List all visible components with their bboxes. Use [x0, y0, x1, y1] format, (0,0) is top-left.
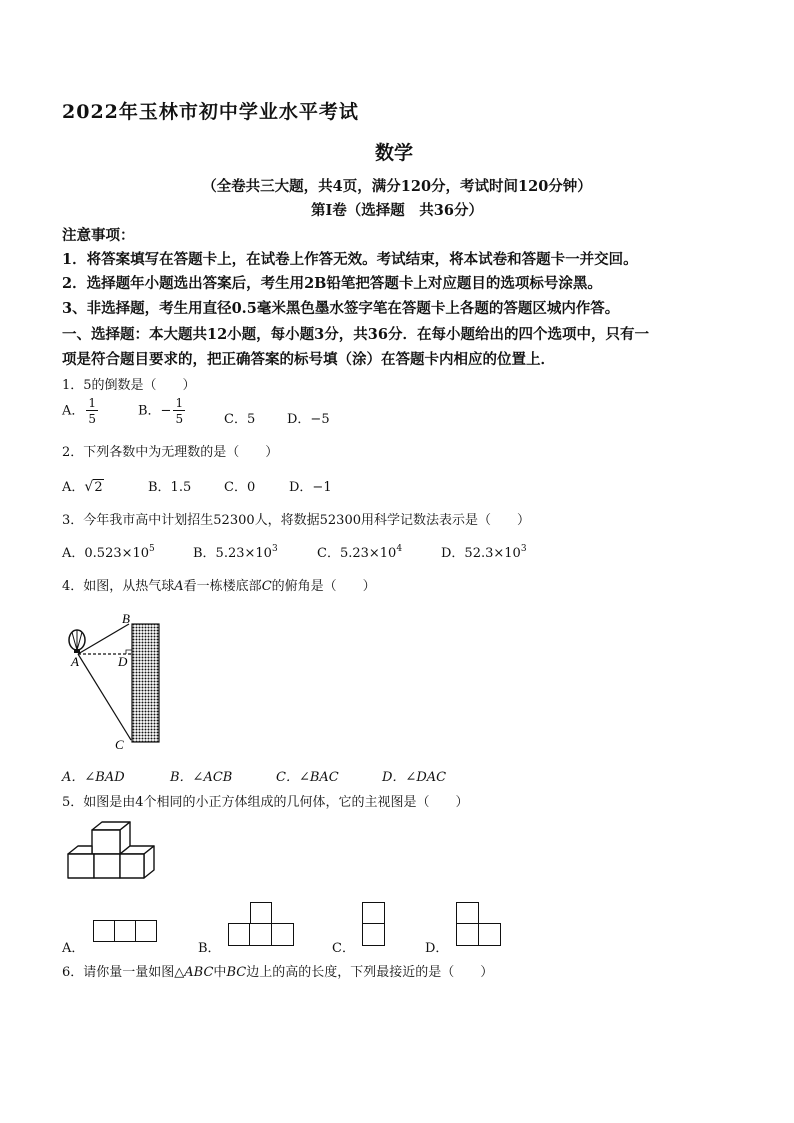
question-6-stem: 6．请你量一量如图△ABC中BC边上的高的长度，下列最接近的是（ ） — [62, 965, 494, 980]
view-c-square — [362, 923, 385, 946]
part-title: 第Ⅰ卷（选择题 共36分） — [311, 202, 483, 219]
view-a-square — [114, 920, 136, 942]
view-d-square — [456, 923, 479, 946]
q3-option-d: D．$52.3\times 10^3$ — [441, 544, 527, 561]
section-instructions: 一、选择题：本大题共12小题，每小题3分，共36分．在每小题给出的四个选项中，只有一 — [62, 326, 649, 343]
view-d-square — [478, 923, 501, 946]
building-shape — [132, 624, 159, 742]
view-d-square — [456, 902, 479, 924]
q4-option-b: B．∠ACB — [170, 770, 233, 785]
q2-option-a: A．√2 — [62, 479, 103, 495]
q5-option-d: D． — [425, 941, 449, 956]
q4-option-d: D．∠DAC — [382, 770, 447, 785]
q1-option-a: A． $\frac{1}{5}$ — [62, 396, 97, 426]
q5-option-c: C． — [332, 941, 355, 956]
question-2-stem: 2．下列各数中为无理数的是（ ） — [62, 445, 279, 460]
notes-heading: 注意事项： — [62, 227, 135, 244]
section-instructions: 项是符合题目要求的，把正确答案的标号填（涂）在答题卡内相应的位置上． — [62, 351, 555, 368]
view-b-square — [228, 923, 250, 946]
view-c-square — [362, 902, 385, 924]
q1-option-d: D．−5 — [287, 412, 330, 427]
hot-air-balloon-figure — [60, 608, 170, 753]
label-b: B — [122, 611, 130, 626]
label-a: A — [71, 654, 79, 669]
balloon-icon — [69, 630, 85, 653]
view-b-square — [250, 902, 272, 924]
q3-option-b: B．$5.23\times 10^3$ — [193, 544, 278, 561]
q1-option-c: C．5 — [224, 412, 256, 427]
subject-title: 数学 — [375, 142, 414, 164]
question-4-stem: 4．如图，从热气球A看一栋楼底部C的俯角是（ ） — [62, 579, 376, 594]
label-c: C — [115, 737, 124, 752]
view-b-square — [271, 923, 294, 946]
exam-info: （全卷共三大题，共4页，满分120分，考试时间120分钟） — [202, 178, 592, 195]
q5-option-a: A． — [62, 941, 85, 956]
q2-option-b: B．1.5 — [148, 480, 192, 495]
q3-option-c: C．$5.23\times 10^4$ — [317, 544, 403, 561]
question-1-stem: 1．5的倒数是（ ） — [62, 378, 196, 393]
note-item: 1．将答案填写在答题卡上，在试卷上作答无效。考试结束，将本试卷和答题卡一并交回。 — [62, 251, 638, 268]
q1-option-b: B．− $\frac{1}{5}$ — [138, 396, 184, 426]
question-5-stem: 5．如图是由4个相同的小正方体组成的几何体，它的主视图是（ ） — [62, 795, 469, 810]
q2-option-d: D．−1 — [289, 480, 332, 495]
exam-title: 2022年玉林市初中学业水平考试 — [62, 101, 359, 123]
q4-option-a: A．∠BAD — [62, 770, 125, 785]
view-b-square — [249, 923, 272, 946]
label-d: D — [118, 654, 128, 669]
q2-option-c: C．0 — [224, 480, 256, 495]
note-item: 3、非选择题，考生用直径0.5毫米黑色墨水签字笔在答题卡上各题的答题区城内作答。 — [62, 300, 620, 317]
view-a-square — [93, 920, 115, 942]
view-a-square — [135, 920, 157, 942]
q4-option-c: C．∠BAC — [276, 770, 339, 785]
note-item: 2．选择题年小题选出答案后，考生用2B铅笔把答题卡上对应题目的选项标号涂黑。 — [62, 275, 602, 292]
q5-option-b: B． — [198, 941, 221, 956]
q3-option-a: A．$0.523\times 10^5$ — [62, 544, 155, 561]
question-3-stem: 3．今年我市高中计划招生52300人，将数据52300用科学记数法表示是（ ） — [62, 513, 530, 528]
cube-solid-figure — [66, 820, 158, 884]
